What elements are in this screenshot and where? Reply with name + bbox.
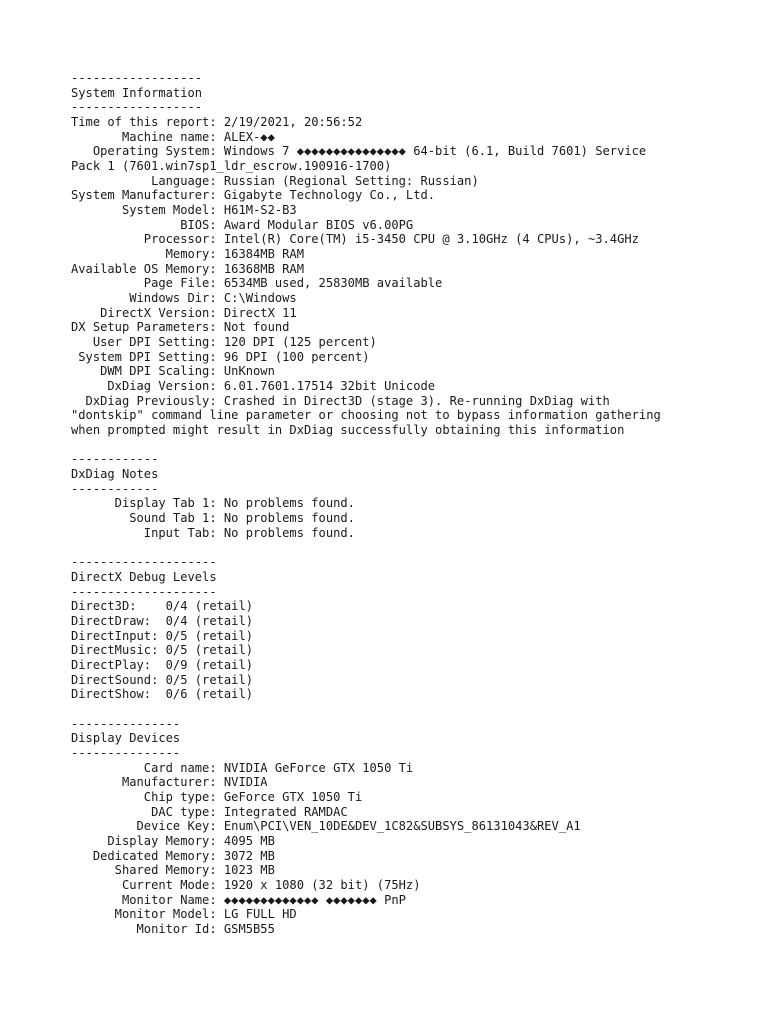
report-line: Device Key: Enum\PCI\VEN_10DE&DEV_1C82&SUBSYS_86131043&REV_A1 — [71, 819, 581, 834]
report-line: Direct3D: 0/4 (retail) — [71, 599, 254, 614]
report-line: BIOS: Award Modular BIOS v6.00PG — [71, 217, 414, 232]
report-line: Pack 1 (7601.win7sp1_ldr_escrow.190916-1700) — [71, 159, 392, 174]
report-line: DirectX Version: DirectX 11 — [71, 305, 297, 320]
report-line: Monitor Model: LG FULL HD — [71, 907, 297, 922]
report-line: Time of this report: 2/19/2021, 20:56:52 — [71, 115, 363, 130]
report-line: DxDiag Version: 6.01.7601.17514 32bit Unicode — [71, 379, 436, 394]
report-line — [71, 438, 751, 453]
report-line: DirectMusic: 0/5 (retail) — [71, 643, 254, 658]
report-line: System DPI Setting: 96 DPI (100 percent) — [71, 349, 370, 364]
report-line: Card name: NVIDIA GeForce GTX 1050 Ti — [71, 760, 414, 775]
report-line: --------------- — [71, 745, 181, 760]
report-line: DirectSound: 0/5 (retail) — [71, 672, 254, 687]
report-line: DirectDraw: 0/4 (retail) — [71, 613, 254, 628]
report-line: Monitor Id: GSM5B55 — [71, 921, 275, 936]
report-line: when prompted might result in DxDiag successfully obtaining this information — [71, 423, 625, 438]
report-line: Shared Memory: 1023 MB — [71, 863, 275, 878]
report-line: Input Tab: No problems found. — [71, 525, 355, 540]
report-line: Dedicated Memory: 3072 MB — [71, 848, 275, 863]
report-line: Available OS Memory: 16368MB RAM — [71, 261, 304, 276]
report-line: Manufacturer: NVIDIA — [71, 775, 268, 790]
report-line: Chip type: GeForce GTX 1050 Ti — [71, 789, 363, 804]
report-line: --------------- — [71, 716, 181, 731]
report-line: ------------------ — [71, 100, 203, 115]
report-line: Sound Tab 1: No problems found. — [71, 511, 355, 526]
report-line: Display Memory: 4095 MB — [71, 833, 275, 848]
report-line: Display Devices — [71, 731, 181, 746]
dxdiag-report-text — [71, 71, 751, 937]
report-line — [71, 702, 751, 717]
report-line: DirectInput: 0/5 (retail) — [71, 628, 254, 643]
report-line: DX Setup Parameters: Not found — [71, 320, 290, 335]
report-line: Operating System: Windows 7 ◆◆◆◆◆◆◆◆◆◆◆◆◆◆◆ 64-bit (6.1, Build 7601) Service — [71, 144, 647, 159]
report-line: System Model: H61M-S2-B3 — [71, 203, 297, 218]
report-line: Windows Dir: C:\Windows — [71, 291, 297, 306]
report-line: DxDiag Previously: Crashed in Direct3D (stage 3). Re-running DxDiag with — [71, 393, 610, 408]
report-line: System Manufacturer: Gigabyte Technology Co., Ltd. — [71, 188, 436, 203]
report-line: "dontskip" command line parameter or choosing not to bypass information gathering — [71, 408, 661, 423]
report-line: ------------------ — [71, 71, 203, 85]
report-line: User DPI Setting: 120 DPI (125 percent) — [71, 335, 377, 350]
report-line: Monitor Name: ◆◆◆◆◆◆◆◆◆◆◆◆◆ ◆◆◆◆◆◆◆ PnP — [71, 892, 406, 907]
report-line: DirectPlay: 0/9 (retail) — [71, 657, 254, 672]
report-line: Machine name: ALEX-◆◆ — [71, 129, 275, 144]
report-line: Current Mode: 1920 x 1080 (32 bit) (75Hz) — [71, 877, 421, 892]
report-line: DAC type: Integrated RAMDAC — [71, 804, 348, 819]
report-line: Display Tab 1: No problems found. — [71, 496, 355, 511]
report-line: Language: Russian (Regional Setting: Russian) — [71, 173, 479, 188]
report-line: System Information — [71, 85, 203, 100]
report-line: DxDiag Notes — [71, 467, 159, 482]
report-line: -------------------- — [71, 555, 217, 570]
report-line: DWM DPI Scaling: UnKnown — [71, 364, 275, 379]
report-line: ------------ — [71, 481, 159, 496]
report-line: Processor: Intel(R) Core(TM) i5-3450 CPU @ 3.10GHz (4 CPUs), ~3.4GHz — [71, 232, 639, 247]
report-line: ------------ — [71, 452, 159, 467]
report-line: DirectX Debug Levels — [71, 569, 217, 584]
report-line: -------------------- — [71, 584, 217, 599]
report-line — [71, 541, 751, 556]
report-line: Page File: 6534MB used, 25830MB available — [71, 276, 443, 291]
report-line: DirectShow: 0/6 (retail) — [71, 687, 254, 702]
report-line: Memory: 16384MB RAM — [71, 247, 304, 262]
